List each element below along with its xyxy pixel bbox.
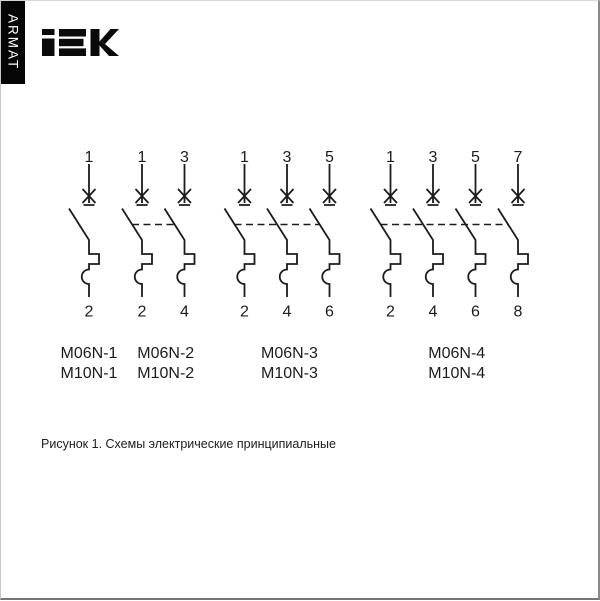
breaker-pole-symbol [498,164,528,297]
terminal-number-top: 5 [471,149,480,166]
terminal-number-top: 7 [513,149,523,166]
terminal-number-bottom: 4 [428,303,438,321]
breaker-pole-symbol [165,164,195,297]
terminal-number-top: 1 [386,149,395,166]
model-label-m06n: M06N-2 [137,345,195,362]
model-label-m10n: M10N-2 [137,365,195,382]
terminal-number-bottom: 2 [84,303,94,321]
model-label-m10n: M10N-3 [261,365,318,382]
terminal-number-top: 1 [84,149,94,166]
model-label-m06n: M06N-1 [60,345,118,362]
terminal-number-bottom: 2 [137,303,147,321]
model-label-m06n: M06N-3 [261,345,318,362]
breaker-pole-symbol [122,164,152,297]
model-label-m10n: M10N-1 [60,365,118,382]
model-label-m06n: M06N-4 [428,345,486,362]
breaker-pole-symbol [310,164,340,297]
terminal-number-top: 3 [180,149,189,166]
terminal-number-bottom: 6 [471,303,480,321]
terminal-number-top: 1 [137,149,147,166]
terminal-number-bottom: 2 [240,303,249,321]
figure-caption: Рисунок 1. Схемы электрические принципиальные [41,437,336,451]
terminal-number-bottom: 2 [386,303,395,321]
breaker-pole-symbol [267,164,297,297]
schematic-diagram [1,1,600,601]
armat-brand-label: ARMAT [5,14,21,71]
terminal-number-bottom: 6 [325,303,334,321]
terminal-number-bottom: 4 [282,303,292,321]
terminal-number-bottom: 8 [513,303,523,321]
terminal-number-top: 3 [428,149,438,166]
terminal-number-top: 3 [282,149,292,166]
breaker-pole-symbol [413,164,443,297]
breaker-pole-symbol [456,164,486,297]
terminal-number-bottom: 4 [180,303,189,321]
breaker-pole-symbol [69,164,99,297]
terminal-number-top: 1 [240,149,249,166]
model-label-m10n: M10N-4 [428,365,486,382]
breaker-pole-symbol [371,164,401,297]
terminal-number-top: 5 [325,149,334,166]
breaker-pole-symbol [225,164,255,297]
